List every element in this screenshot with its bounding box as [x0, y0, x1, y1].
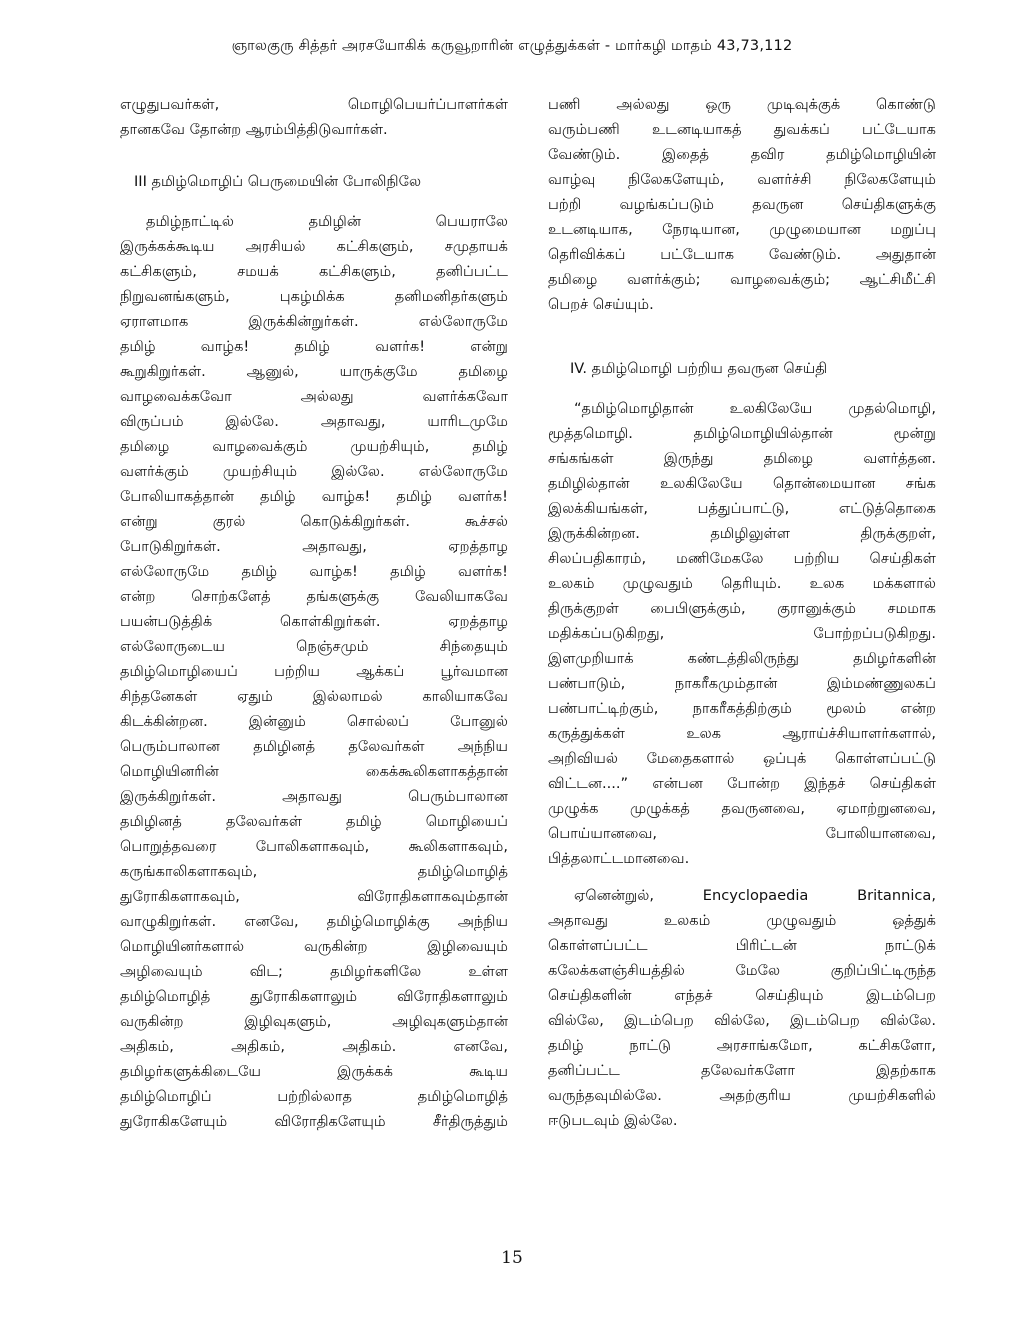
- left-body: [120, 209, 508, 1134]
- text-line: தமிழை வளர்க்கும்; வாழவைக்கும்; ஆட்சிமீட்சி: [548, 271, 936, 288]
- text-line: இருக்கின்றன. தமிழிலுள்ள திருக்குறள்,: [548, 525, 936, 542]
- text-line: வாழ்வு நிலேகளேயும், வளர்ச்சி நிலேகளேயும்: [548, 171, 936, 188]
- text-line: கட்சிகளும், சமயக் கட்சிகளும், தனிப்பட்ட: [120, 263, 508, 280]
- text-line: பற்றி வழங்கப்படும் தவருன செய்திகளுக்கு: [548, 196, 936, 213]
- text-line: பொய்யானவை, போலியானவை,: [548, 825, 936, 842]
- section-heading-4: IV. தமிழ்மொழி பற்றிய தவருன செய்தி: [570, 360, 828, 377]
- text-line: அறிவியல் மேதைகளால் ஒப்புக் கொள்ளப்பட்டு: [548, 750, 936, 767]
- text-line: அழிவையும் விட; தமிழர்களிலே உள்ள: [120, 963, 508, 980]
- text-line: என்று குரல் கொடுக்கிறுர்கள். கூச்சல்: [120, 513, 508, 530]
- section-heading-3: III தமிழ்மொழிப் பெருமையின் போலிநிலே: [134, 173, 422, 190]
- left-column: [120, 92, 508, 1134]
- text-line: துரோகிகளாகவும், விரோதிகளாகவும்தான்: [120, 888, 508, 905]
- text-line: வாழுகிறுர்கள். எனவே, தமிழ்மொழிக்கு அந்நிய: [120, 913, 508, 930]
- left-intro: [120, 92, 508, 142]
- text-line: தமிழ்மொழிப் பற்றில்லாத தமிழ்மொழித்: [120, 1088, 508, 1105]
- text-line: பொறுத்தவரை போலிகளாகவும், கூலிகளாகவும்,: [120, 838, 508, 855]
- text-line: தமிழ் வாழ்க! தமிழ் வளர்க! என்று: [120, 338, 508, 355]
- text-line: மொழியினர்களால் வருகின்ற இழிவையும்: [120, 938, 508, 955]
- text-line: சிலப்பதிகாரம், மணிமேகலே பற்றிய செய்திகள்: [548, 550, 936, 567]
- text-line: சங்கங்கள் இருந்து தமிழை வளர்த்தன.: [548, 450, 936, 467]
- text-line: தமிழர்களுக்கிடையே இருக்கக் கூடிய: [120, 1063, 508, 1080]
- text-line: மதிக்கப்படுகிறது, போற்றப்படுகிறது.: [548, 625, 936, 642]
- text-line: உடனடியாக, நேரடியான, முழுமையான மறுப்பு: [548, 221, 936, 238]
- text-line: ஏராளமாக இருக்கின்றுர்கள். எல்லோருமே: [120, 313, 508, 330]
- text-line: இருக்கிறுர்கள். அதாவது பெரும்பாலான: [120, 788, 508, 805]
- text-line: வரும்பணி உடனடியாகத் துவக்கப் பட்டேயாக: [548, 121, 936, 138]
- text-line: தமிழ்மொழித் துரோகிகளாலும் விரோதிகளாலும்: [120, 988, 508, 1005]
- text-line: தானகவே தோன்ற ஆரம்பித்திடுவார்கள்.: [120, 121, 388, 138]
- text-line: ஈடுபடவும் இல்லே.: [548, 1112, 678, 1129]
- right-column: [548, 92, 936, 1133]
- text-line: எல்லோருமே தமிழ் வாழ்க! தமிழ் வளர்க!: [120, 563, 508, 580]
- text-line: வளர்க்கும் முயற்சியும் இல்லே. எல்லோருமே: [120, 463, 508, 480]
- text-line: ஏனென்றுல், Encyclopaedia Britannica,: [574, 887, 936, 904]
- text-line: வருந்தவுமில்லே. அதற்குரிய முயற்சிகளில்: [548, 1087, 936, 1104]
- text-line: கிடக்கின்றன. இன்னும் சொல்லப் போனுல்: [120, 713, 508, 730]
- text-line: கூறுகிறுர்கள். ஆனுல், யாருக்குமே தமிழை: [120, 363, 508, 380]
- text-line: பெரும்பாலான தமிழினத் தலேவர்கள் அந்நிய: [120, 738, 508, 755]
- text-line: தமிழ் நாட்டு அரசாங்கமோ, கட்சிகளோ,: [548, 1037, 936, 1054]
- text-line: தமிழை வாழவைக்கும் முயற்சியும், தமிழ்: [120, 438, 508, 455]
- text-line: போலியாகத்தான் தமிழ் வாழ்க! தமிழ் வளர்க!: [120, 488, 508, 505]
- text-line: நிறுவனங்களும், புகழ்மிக்க தனிமனிதர்களும்: [120, 288, 508, 305]
- text-line: “தமிழ்மொழிதான் உலகிலேயே முதல்மொழி,: [574, 400, 936, 417]
- text-line: மொழியினரின் கைக்கூலிகளாகத்தான்: [120, 763, 508, 780]
- text-line: வில்லே, இடம்பெற வில்லே, இடம்பெற வில்லே.: [548, 1012, 936, 1029]
- text-line: தமிழ்நாட்டில் தமிழின் பெயராலே: [146, 213, 508, 230]
- text-line: பித்தலாட்டமானவை.: [548, 850, 690, 867]
- text-line: மூத்தமொழி. தமிழ்மொழியில்தான் மூன்று: [548, 425, 936, 442]
- text-line: அதாவது உலகம் முழுவதும் ஒத்துக்: [548, 912, 936, 929]
- right-para2: [548, 883, 936, 1133]
- text-line: தமிழில்தான் உலகிலேயே தொன்மையான சங்க: [548, 475, 936, 492]
- text-line: முழுக்க முழுக்கத் தவருனவை, ஏமாற்றுனவை,: [548, 800, 936, 817]
- text-line: அதிகம், அதிகம், அதிகம். எனவே,: [120, 1038, 508, 1055]
- text-line: வாழவைக்கவோ அல்லது வளர்க்கவோ: [120, 388, 508, 405]
- text-line: விருப்பம் இல்லே. அதாவது, யாரிடமுமே: [120, 413, 508, 430]
- text-line: பணி அல்லது ஒரு முடிவுக்குக் கொண்டு: [548, 96, 936, 113]
- text-line: கருத்துக்கள் உலக ஆராய்ச்சியாளர்களால்,: [548, 725, 936, 742]
- text-line: பயன்படுத்திக் கொள்கிறுர்கள். ஏறத்தாழ: [120, 613, 508, 630]
- text-line: கொள்ளப்பட்ட பிரிட்டன் நாட்டுக்: [548, 937, 936, 954]
- text-line: தமிழ்மொழியைப் பற்றிய ஆக்கப் பூர்வமான: [120, 663, 508, 680]
- text-line: தமிழினத் தலேவர்கள் தமிழ் மொழியைப்: [120, 813, 508, 830]
- text-line: பெறச் செய்யும்.: [548, 296, 654, 313]
- right-intro: [548, 92, 936, 317]
- text-line: போடுகிறுர்கள். அதாவது, ஏறத்தாழ: [120, 538, 508, 555]
- text-line: திருக்குறள் பைபிளுக்கும், குரானுக்கும் சமமாக: [548, 600, 936, 617]
- text-line: பண்பாடும், நாகரீகமும்தான் இம்மண்ணுலகப்: [548, 675, 936, 692]
- text-line: விட்டன....” என்பன போன்ற இந்தச் செய்திகள்: [548, 775, 936, 792]
- text-line: தனிப்பட்ட தலேவர்களோ இதற்காக: [548, 1062, 936, 1079]
- text-line: இருக்கக்கூடிய அரசியல் கட்சிகளும், சமுதாயக்: [120, 238, 508, 255]
- text-line: என்ற சொற்களேத் தங்களுக்கு வேலியாகவே: [120, 588, 508, 605]
- running-header: ஞாலகுரு சித்தர் அரசயோகிக் கருவூறாரின் எழுத்துக்கள் - மார்கழி மாதம் 43,73,112: [231, 38, 793, 54]
- text-line: இலக்கியங்கள், பத்துப்பாட்டு, எட்டுத்தொகை: [548, 500, 936, 517]
- text-line: உலகம் முழுவதும் தெரியும். உலக மக்களால்: [548, 575, 936, 592]
- text-line: பண்பாட்டிற்கும், நாகரீகத்திற்கும் மூலம் என்ற: [548, 700, 936, 717]
- text-line: எல்லோருடைய நெஞ்சமும் சிந்தையும்: [120, 638, 508, 655]
- page-number: 15: [501, 1248, 523, 1268]
- text-line: கலேக்களஞ்சியத்தில் மேலே குறிப்பிட்டிருந்த: [548, 962, 936, 979]
- text-line: சிந்தனேகள் ஏதும் இல்லாமல் காலியாகவே: [120, 688, 508, 705]
- right-para1: [548, 396, 936, 871]
- text-line: தெரிவிக்கப் பட்டேயாக வேண்டும். அதுதான்: [548, 246, 936, 263]
- text-line: துரோகிகளேயும் விரோதிகளேயும் சீர்திருத்தும்: [120, 1113, 508, 1130]
- text-line: எழுதுபவர்கள், மொழிபெயர்ப்பாளர்கள்: [120, 96, 508, 113]
- text-line: இளமுறியாக் கண்டத்திலிருந்து தமிழர்களின்: [548, 650, 936, 667]
- text-line: கருங்காலிகளாகவும், தமிழ்மொழித்: [120, 863, 508, 880]
- text-line: வருகின்ற இழிவுகளும், அழிவுகளும்தான்: [120, 1013, 508, 1030]
- text-line: வேண்டும். இதைத் தவிர தமிழ்மொழியின்: [548, 146, 936, 163]
- text-line: செய்திகளின் எந்தச் செய்தியும் இடம்பெற: [548, 987, 936, 1004]
